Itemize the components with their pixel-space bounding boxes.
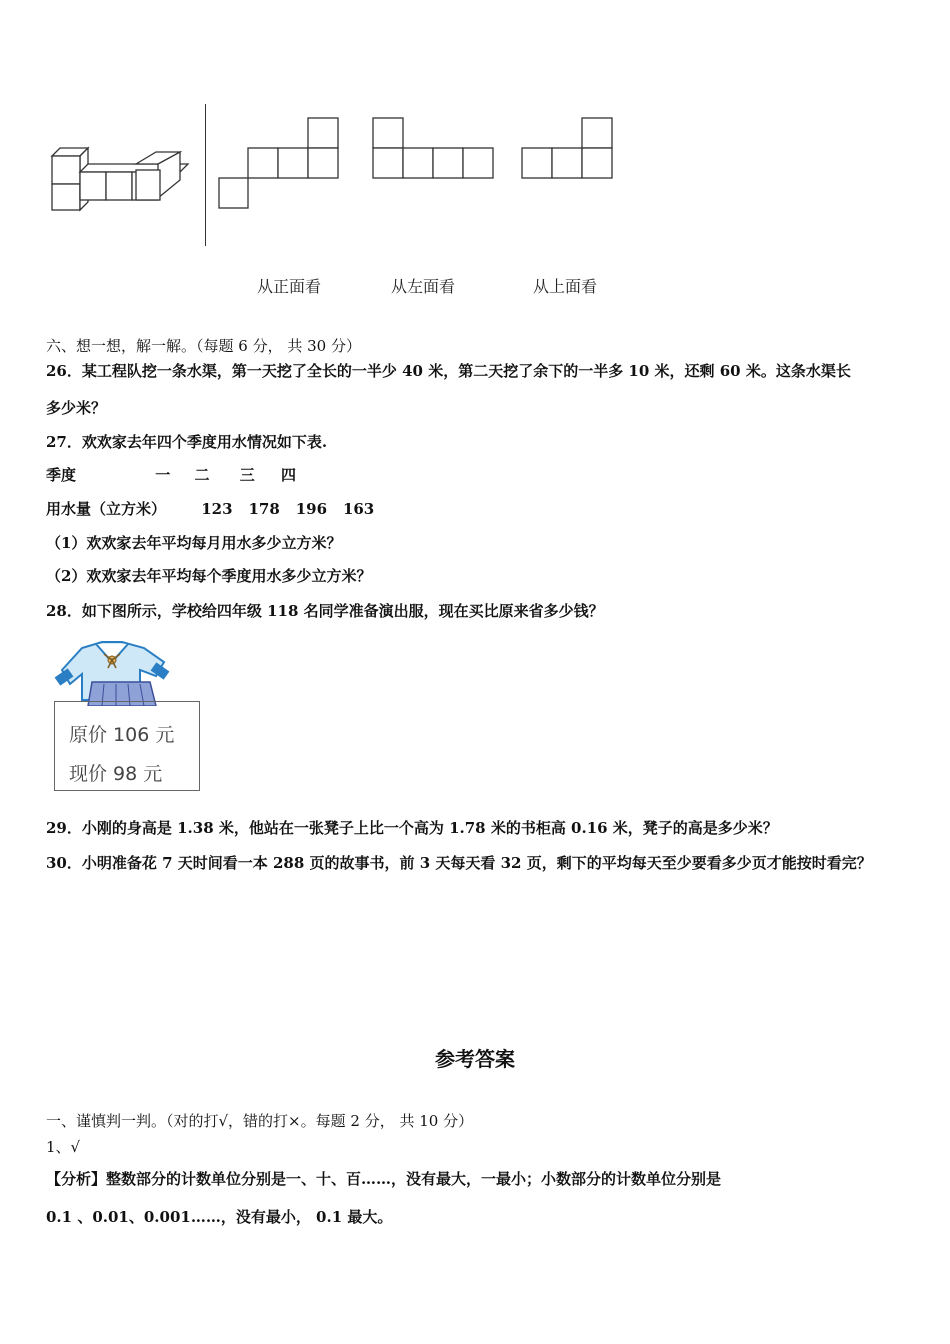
- q29-text: 29．小刚的身高是 1.38 米，他站在一张凳子上比一个高为 1.78 米的书柜高 0.16 米，凳子的高是多少米？: [46, 819, 778, 837]
- usage-value-2: 178: [248, 500, 280, 518]
- answer-1: 1、√: [46, 1138, 81, 1156]
- divider-line: [205, 104, 206, 246]
- answers-title: 参考答案: [435, 1047, 515, 1071]
- top-view-figure: [521, 117, 615, 181]
- top-view-label: 从上面看: [533, 277, 598, 296]
- q27-table-row1: [46, 465, 311, 485]
- analysis-line1: 【分析】整数部分的计数单位分别是一、十、百……，没有最大，一最小；小数部分的计数单位分别是: [46, 1170, 722, 1188]
- season-2: 二: [194, 466, 210, 484]
- season-4: 四: [280, 466, 296, 484]
- analysis-line2: 0.1 、0.01、0.001……，没有最小， 0.1 最大。: [46, 1208, 393, 1226]
- q27-sub2: （2）欢欢家去年平均每个季度用水多少立方米？: [46, 567, 372, 585]
- usage-value-1: 123: [201, 500, 233, 518]
- q30-text: 30．小明准备花 7 天时间看一本 288 页的故事书，前 3 天每天看 32 页，剩下的平均每天至少要看多少页才能按时看完？: [46, 854, 872, 872]
- q27-table-row2: [46, 499, 385, 519]
- original-price: 原价 106 元: [69, 724, 175, 746]
- q27-intro: 27．欢欢家去年四个季度用水情况如下表.: [46, 433, 328, 451]
- usage-value-3: 196: [295, 500, 328, 518]
- q28-text: 28．如下图所示，学校给四年级 118 名同学准备演出服，现在买比原来省多少钱？: [46, 602, 604, 620]
- usage-value-4: 163: [342, 500, 375, 518]
- front-view-label: 从正面看: [257, 277, 322, 296]
- q26-line2: 多少米？: [46, 399, 107, 417]
- left-view-label: 从左面看: [391, 277, 456, 296]
- section6-heading: 六、想一想，解一解。（每题 6 分， 共 30 分）: [46, 337, 361, 355]
- cube-stack-figure: [40, 140, 190, 220]
- uniform-illustration: [52, 640, 172, 706]
- season-header: 季度: [46, 466, 77, 484]
- q27-sub1: （1）欢欢家去年平均每月用水多少立方米？: [46, 534, 342, 552]
- usage-header: 用水量（立方米）: [46, 500, 167, 518]
- answers-section1-heading: 一、谨慎判一判。（对的打√，错的打×。每题 2 分， 共 10 分）: [46, 1112, 474, 1130]
- season-3: 三: [239, 466, 255, 484]
- left-view-figure: [372, 117, 496, 181]
- q26-line1: 26．某工程队挖一条水渠，第一天挖了全长的一半少 40 米，第二天挖了余下的一半多 10 米，还剩 60 米。这条水渠长: [46, 362, 851, 380]
- front-view-figure: [218, 117, 340, 211]
- season-1: 一: [155, 466, 171, 484]
- price-box: [54, 701, 200, 791]
- current-price: 现价 98 元: [69, 763, 163, 785]
